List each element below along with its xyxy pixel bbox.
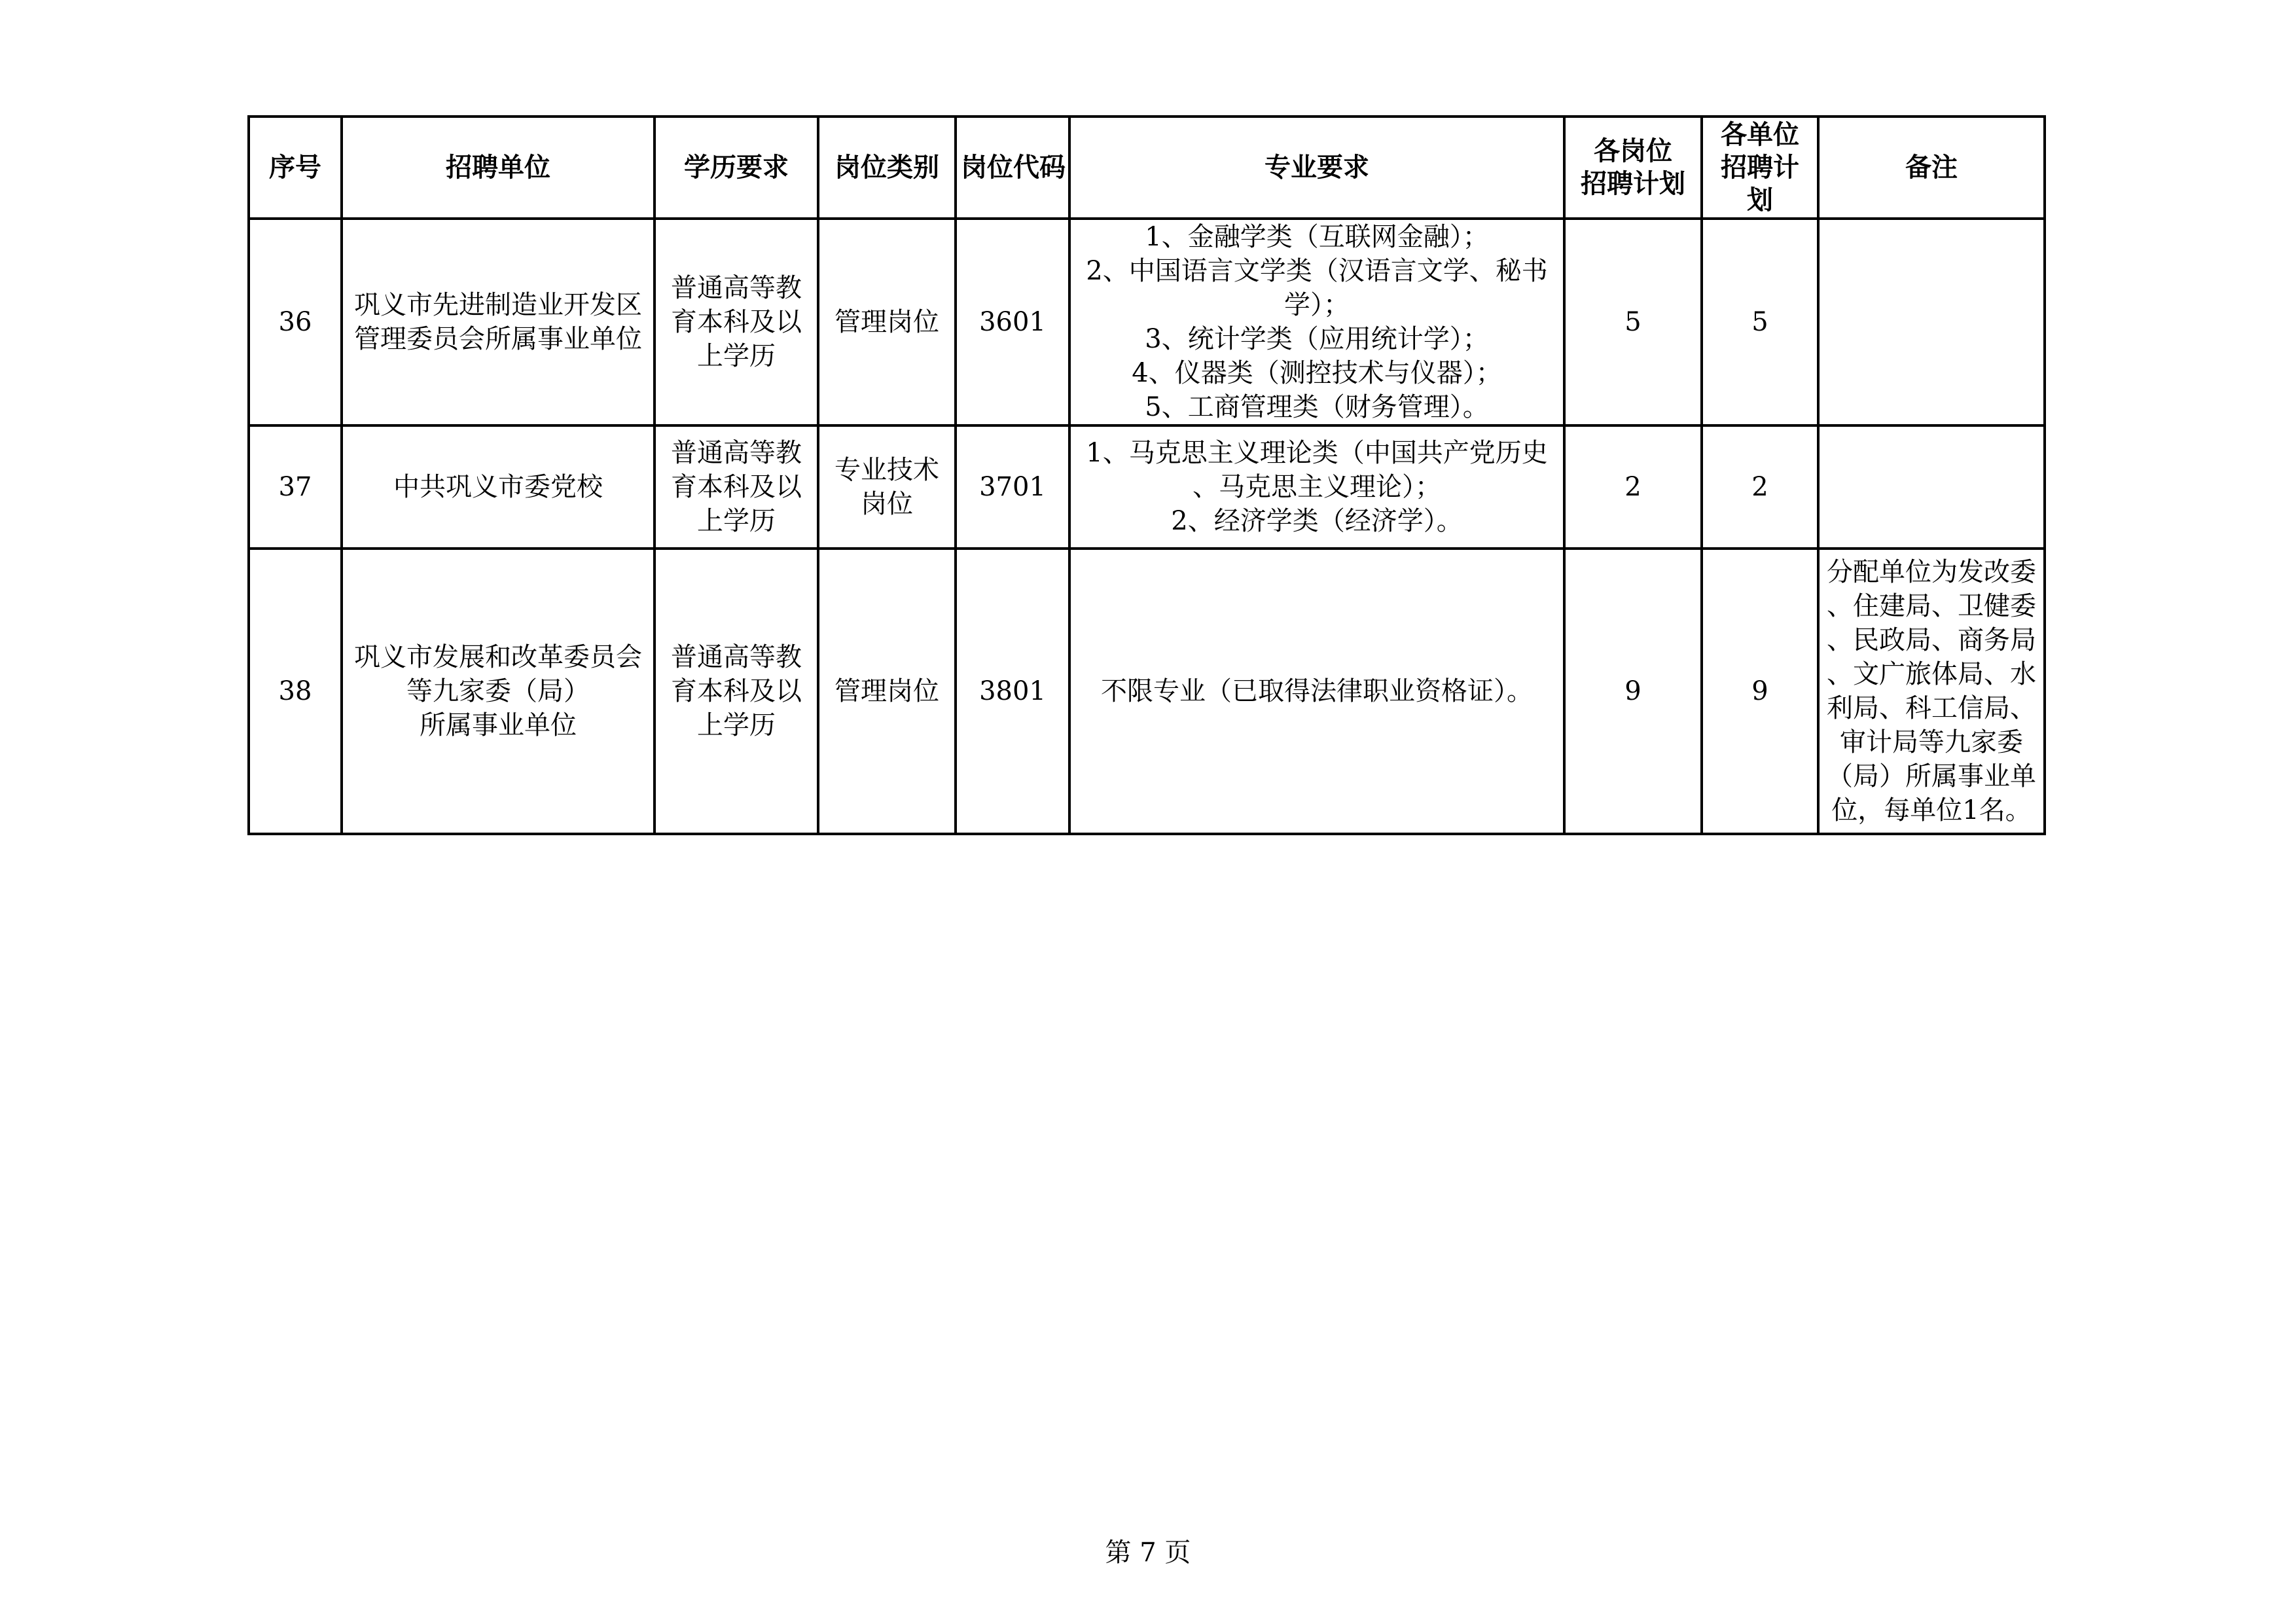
header-unit-plan-line: 招聘计: [1721, 153, 1799, 183]
note-cell-line: 、住建局、卫健委: [1827, 591, 2036, 621]
table-row: [249, 425, 2045, 549]
header-unit-plan-line: 各单位: [1721, 120, 1799, 150]
unit-cell: [342, 425, 655, 549]
major-cell-line: 5、工商管理类（财务管理）。: [1145, 392, 1489, 422]
note-cell-line: 、民政局、商务局: [1827, 625, 2036, 655]
header-category: [818, 117, 956, 219]
major-cell-line: 2、中国语言文学类（汉语言文学、秘书: [1086, 256, 1548, 286]
education-cell-line: 育本科及以: [671, 676, 802, 706]
education-cell-line: 普通高等教: [671, 273, 802, 303]
unit-cell-line: 巩义市先进制造业开发区: [354, 290, 642, 320]
major-cell-line: 2、经济学类（经济学）。: [1171, 506, 1463, 536]
major-cell-line: 不限专业（已取得法律职业资格证）。: [1101, 676, 1533, 706]
category-cell: [818, 219, 956, 425]
note-cell-line: 审计局等九家委: [1840, 727, 2023, 757]
header-post-plan-line: 招聘计划: [1581, 169, 1685, 199]
major-cell-line: 3、统计学类（应用统计学）；: [1145, 324, 1489, 354]
education-cell: [655, 549, 818, 834]
header-major-line: 专业要求: [1265, 153, 1369, 183]
post-plan-cell: 5: [1564, 219, 1702, 425]
note-cell-line: 分配单位为发改委: [1827, 557, 2036, 587]
header-education-line: 学历要求: [684, 153, 789, 183]
seq-cell: 38: [249, 549, 342, 834]
unit-cell-line: 等九家委（局）: [406, 676, 590, 706]
education-cell: [655, 219, 818, 425]
header-code: [956, 117, 1069, 219]
header-education: [655, 117, 818, 219]
note-cell-line: （局）所属事业单: [1827, 761, 2036, 791]
header-note: [1818, 117, 2045, 219]
header-seq: [249, 117, 342, 219]
category-cell: [818, 425, 956, 549]
note-cell: [1818, 549, 2045, 834]
seq-cell: 36: [249, 219, 342, 425]
major-cell-line: 1、金融学类（互联网金融）；: [1145, 222, 1489, 252]
category-cell-line: 管理岗位: [834, 307, 939, 337]
table-row: [249, 549, 2045, 834]
unit-cell-line: 所属事业单位: [420, 710, 577, 740]
unit-plan-cell: 5: [1702, 219, 1818, 425]
major-cell: [1069, 425, 1564, 549]
header-category-line: 岗位类别: [834, 153, 939, 183]
note-cell-line: 利局、科工信局、: [1827, 693, 2036, 723]
table-row: [249, 219, 2045, 425]
code-cell: 3801: [956, 549, 1069, 834]
education-cell-line: 上学历: [697, 710, 776, 740]
header-post-plan-line: 各岗位: [1594, 136, 1672, 166]
unit-plan-cell: 9: [1702, 549, 1818, 834]
category-cell: [818, 549, 956, 834]
major-cell: [1069, 219, 1564, 425]
note-cell: [1818, 219, 2045, 425]
header-major: [1069, 117, 1564, 219]
header-code-line: 岗位代码: [961, 153, 1066, 183]
unit-cell-line: 中共巩义市委党校: [393, 472, 603, 502]
table-header-row: [249, 117, 2045, 219]
major-cell-line: 、马克思主义理论）；: [1193, 472, 1441, 502]
category-cell-line: 专业技术: [834, 455, 939, 485]
education-cell-line: 上学历: [697, 341, 776, 371]
unit-plan-cell: 2: [1702, 425, 1818, 549]
unit-cell: [342, 219, 655, 425]
category-cell-line: 岗位: [861, 489, 913, 519]
header-unit: [342, 117, 655, 219]
header-unit-plan: [1702, 117, 1818, 219]
header-post-plan: [1564, 117, 1702, 219]
header-unit-plan-line: 划: [1747, 185, 1773, 215]
note-cell-line: 位，每单位1名。: [1831, 795, 2032, 825]
code-cell: 3601: [956, 219, 1069, 425]
education-cell-line: 普通高等教: [671, 438, 802, 468]
code-cell: 3701: [956, 425, 1069, 549]
header-unit-line: 招聘单位: [446, 153, 550, 183]
note-cell-line: 、文广旅体局、水: [1827, 659, 2036, 689]
education-cell-line: 育本科及以: [671, 472, 802, 502]
major-cell-line: 1、马克思主义理论类（中国共产党历史: [1086, 438, 1548, 468]
header-note-line: 备注: [1905, 153, 1958, 183]
post-plan-cell: 2: [1564, 425, 1702, 549]
education-cell-line: 普通高等教: [671, 642, 802, 672]
table-body: [249, 219, 2045, 834]
header-seq-line: 序号: [269, 153, 321, 183]
major-cell: [1069, 549, 1564, 834]
category-cell-line: 管理岗位: [834, 676, 939, 706]
education-cell-line: 上学历: [697, 506, 776, 536]
education-cell: [655, 425, 818, 549]
major-cell-line: 4、仪器类（测控技术与仪器）；: [1132, 358, 1502, 388]
major-cell-line: 学）；: [1284, 290, 1350, 320]
seq-cell: 37: [249, 425, 342, 549]
page-number: 第 7 页: [1105, 1538, 1191, 1568]
post-plan-cell: 9: [1564, 549, 1702, 834]
unit-cell: [342, 549, 655, 834]
education-cell-line: 育本科及以: [671, 307, 802, 337]
recruitment-table: [247, 115, 2046, 835]
unit-cell-line: 巩义市发展和改革委员会: [354, 642, 642, 672]
unit-cell-line: 管理委员会所属事业单位: [354, 324, 642, 354]
note-cell: [1818, 425, 2045, 549]
